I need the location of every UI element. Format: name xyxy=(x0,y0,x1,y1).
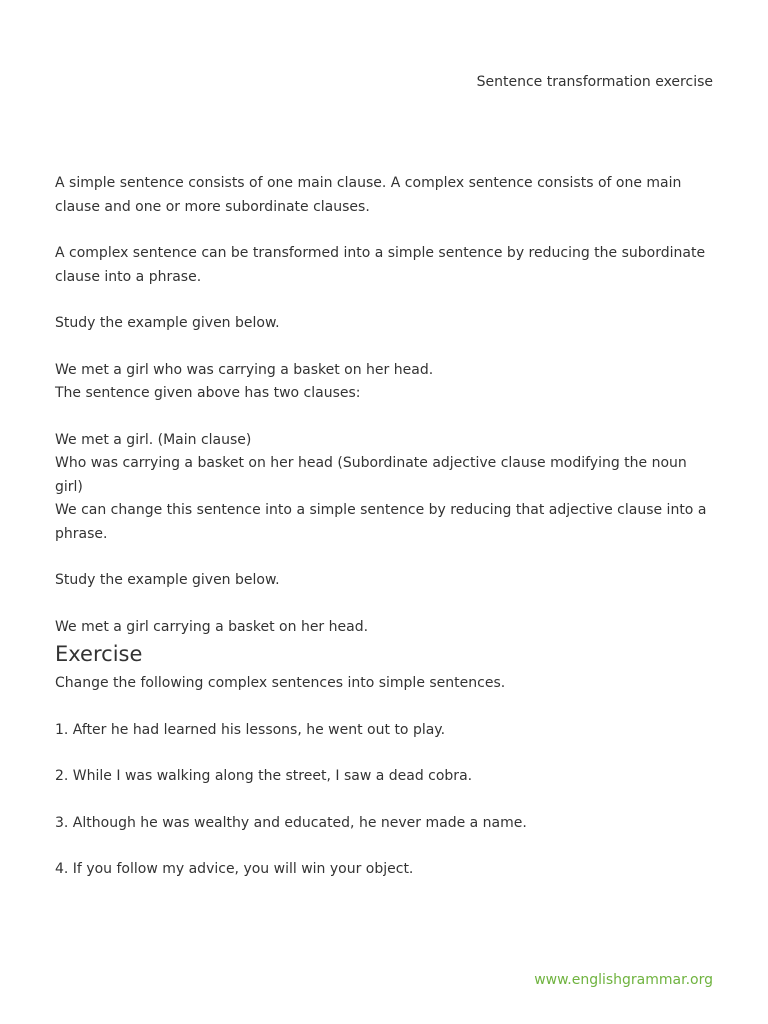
simple-sentence-example: We met a girl carrying a basket on her head. xyxy=(55,618,369,635)
exercise-item: 2. While I was walking along the street, I saw a dead cobra. xyxy=(55,768,473,784)
exercise-heading: Exercise xyxy=(55,642,143,666)
page-title: Sentence transformation exercise xyxy=(476,74,713,90)
document-body xyxy=(55,172,715,882)
example-sentence: We met a girl who was carrying a basket on her head. xyxy=(55,361,434,378)
study-example-instruction-2: Study the example given below. xyxy=(55,572,280,588)
footer-website-link[interactable]: www.englishgrammar.org xyxy=(534,972,713,988)
intro-paragraph-1: A simple sentence consists of one main clause. A complex sentence consists of one main clause and one or more subordinate clauses. xyxy=(55,175,682,215)
exercise-item: 1. After he had learned his lessons, he went out to play. xyxy=(55,721,446,738)
study-example-instruction: Study the example given below. xyxy=(55,315,280,331)
intro-paragraph-2: A complex sentence can be transformed into a simple sentence by reducing the subordinate clause into a phrase. xyxy=(55,245,706,285)
exercise-item: 3. Although he was wealthy and educated, he never made a name. xyxy=(55,814,527,831)
example-note: The sentence given above has two clauses: xyxy=(55,385,361,401)
transform-note: We can change this sentence into a simple sentence by reducing that adjective clause into a phrase. xyxy=(55,502,707,542)
subordinate-clause: Who was carrying a basket on her head (Subordinate adjective clause modifying the noun girl) xyxy=(55,455,687,495)
exercise-instruction: Change the following complex sentences into simple sentences. xyxy=(55,675,506,691)
main-clause: We met a girl. (Main clause) xyxy=(55,431,252,448)
exercise-item: 4. If you follow my advice, you will win your object. xyxy=(55,861,414,877)
